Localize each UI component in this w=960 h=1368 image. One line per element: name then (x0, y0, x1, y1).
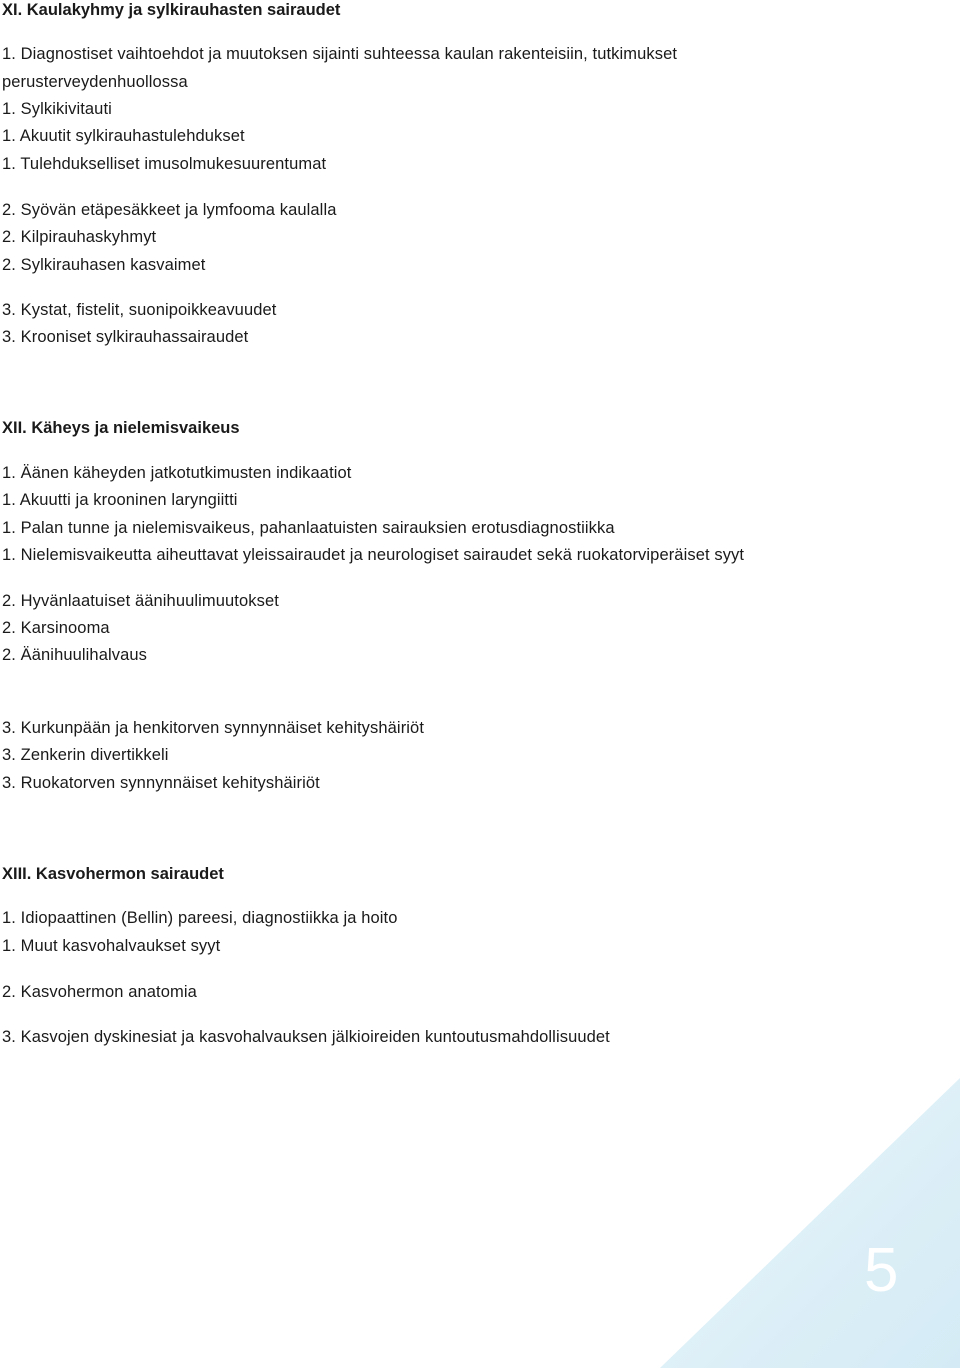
list-item: 2. Hyvänlaatuiset äänihuulimuutokset (2, 592, 279, 610)
list-item: 3. Kasvojen dyskinesiat ja kasvohalvauksen jälkioireiden kuntoutusmahdollisuudet (2, 1028, 610, 1046)
list-item: 3. Zenkerin divertikkeli (2, 746, 169, 764)
list-item: 2. Sylkirauhasen kasvaimet (2, 256, 206, 274)
list-item: 1. Äänen käheyden jatkotutkimusten indikaatiot (2, 464, 352, 482)
decorative-corner-triangle (660, 1078, 960, 1368)
list-item: 1. Idiopaattinen (Bellin) pareesi, diagnostiikka ja hoito (2, 909, 398, 927)
section-heading-xi: XI. Kaulakyhmy ja sylkirauhasten sairaudet (2, 1, 341, 19)
list-item: 1. Sylkikivitauti (2, 100, 112, 118)
list-item: 2. Syövän etäpesäkkeet ja lymfooma kaulalla (2, 201, 337, 219)
list-item: 2. Kasvohermon anatomia (2, 983, 197, 1001)
list-item: 3. Krooniset sylkirauhassairaudet (2, 328, 249, 346)
list-item: 2. Kilpirauhaskyhmyt (2, 228, 157, 246)
section-heading-xii: XII. Käheys ja nielemisvaikeus (2, 419, 240, 437)
list-item: 1. Diagnostiset vaihtoehdot ja muutoksen sijainti suhteessa kaulan rakenteisiin, tutkimukset (2, 45, 678, 63)
list-item: 1. Palan tunne ja nielemisvaikeus, pahanlaatuisten sairauksien erotusdiagnostiikka (2, 519, 615, 537)
list-item: 2. Äänihuulihalvaus (2, 646, 148, 664)
list-item: 2. Karsinooma (2, 619, 110, 637)
list-item: 1. Muut kasvohalvaukset syyt (2, 937, 221, 955)
list-item: 1. Akuutit sylkirauhastulehdukset (2, 127, 245, 145)
list-item: 1. Tulehdukselliset imusolmukesuurentumat (2, 155, 327, 173)
page-number: 5 (864, 1236, 899, 1305)
list-item: 3. Kurkunpään ja henkitorven synnynnäiset kehityshäiriöt (2, 719, 425, 737)
list-item: 1. Akuutti ja krooninen laryngiitti (2, 491, 238, 509)
section-heading-xiii: XIII. Kasvohermon sairaudet (2, 865, 224, 883)
list-item: 3. Ruokatorven synnynnäiset kehityshäiriöt (2, 774, 320, 792)
list-item: 3. Kystat, fistelit, suonipoikkeavuudet (2, 301, 277, 319)
list-item: 1. Nielemisvaikeutta aiheuttavat yleissairaudet ja neurologiset sairaudet sekä ruokatorviperäiset syyt (2, 546, 745, 564)
list-item: perusterveydenhuollossa (2, 73, 188, 91)
